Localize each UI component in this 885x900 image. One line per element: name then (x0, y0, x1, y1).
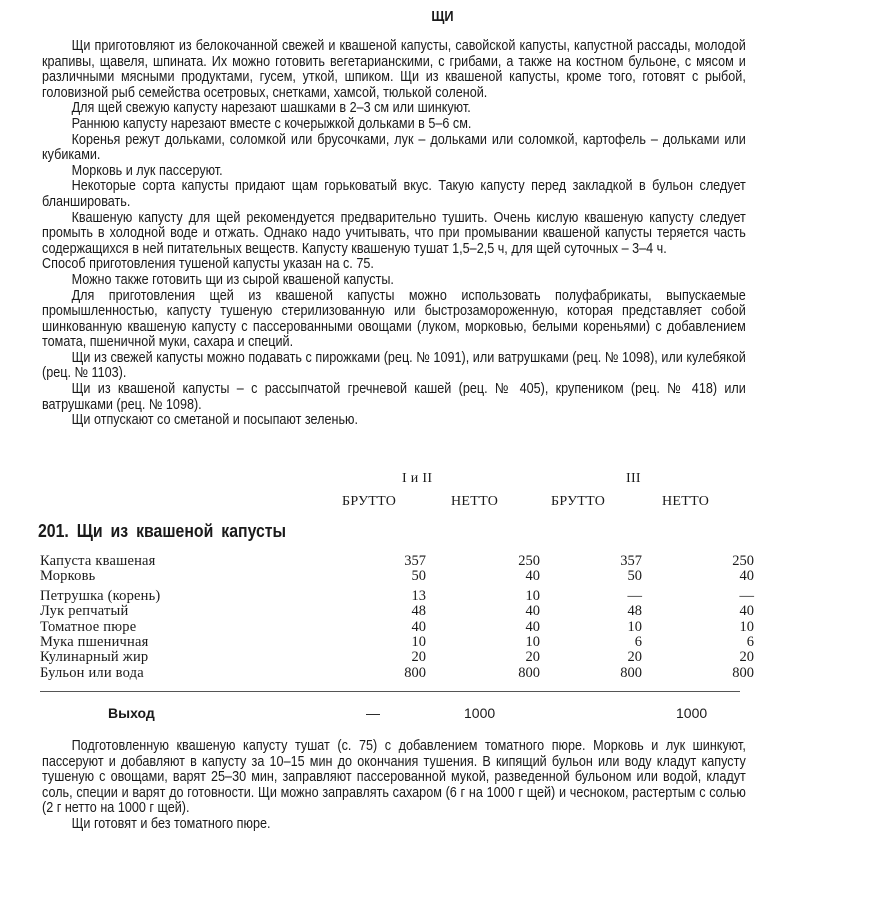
method-text (42, 739, 746, 833)
cell: 6 (746, 634, 754, 651)
ingredients-table (40, 554, 754, 681)
ingredient-name: Бульон или вода (40, 664, 144, 681)
paragraph: Щи приготовляют из белокочанной свежей и квашеной капусты, савойской капусты, капустной рассады, молодой крапивы, щавеля, шпината. Их можно готовить вегетарианскими, с грибами, а также на костном бульоне, с мясом и различными мясными продуктами, гусем, уткой, шпиком. Щи из квашеной капусты, кроме того, готовят с рыбой, головизной рыб семейства осетровых, снетками, хамсой, тюлькой соленой. (42, 38, 746, 101)
cell: 40 (411, 618, 426, 635)
paragraph: Некоторые сорта капусты придают щам горьковатый вкус. Такую капусту перед закладкой в бульон следует бланшировать. (42, 178, 746, 210)
cell: 50 (411, 568, 426, 585)
yield-label: Выход (108, 705, 155, 721)
intro-text (42, 39, 746, 429)
cell: 357 (404, 553, 426, 569)
cell: 40 (525, 603, 540, 620)
col-header-netto-3: НЕТТО (662, 494, 710, 509)
table-row (40, 635, 754, 650)
table-row (40, 585, 754, 604)
paragraph: Можно также готовить щи из сырой квашеной капусты. (71, 271, 394, 288)
cell: 10 (739, 618, 754, 635)
cell: 250 (518, 553, 540, 569)
ingredient-name: Капуста квашеная (40, 553, 156, 569)
cell: 40 (525, 618, 540, 635)
cell: — (627, 587, 642, 604)
table-row (40, 554, 754, 569)
paragraph: Коренья режут дольками, соломкой или брусочками, лук – дольками или соломкой, картофель – дольками или кубиками. (42, 131, 746, 164)
cell: 20 (411, 649, 426, 666)
ingredient-name: Мука пшеничная (40, 634, 149, 651)
ingredient-name: Морковь (40, 568, 96, 585)
recipe-title: 201. Щи из квашеной капусты (38, 521, 287, 541)
cell: 800 (732, 664, 754, 681)
table-row (40, 569, 754, 584)
yield-brutto-1: — (366, 705, 380, 721)
cell: 10 (411, 634, 426, 651)
cell: 250 (732, 553, 754, 569)
cell: 20 (739, 649, 754, 666)
paragraph: Для щей свежую капусту нарезают шашками в 2–3 см или шинкуют. (71, 100, 471, 117)
cell: 40 (525, 568, 540, 585)
cell: 40 (739, 603, 754, 620)
table-divider (40, 691, 740, 692)
group-header-3: III (626, 471, 641, 486)
col-header-brutto-3: БРУТТО (551, 494, 606, 509)
paragraph: Квашеную капусту для щей рекомендуется предварительно тушить. Очень кислую квашеную капусту следует промыть в холодной воде и отжать. Однако надо учитывать, что при промывании квашеной капусты теряется часть содержащихся в ней питательных веществ. Капусту квашеную тушат 1,5–2,5 ч, для щей суточных – 3–4 ч. (42, 209, 746, 257)
cell: 48 (627, 603, 642, 620)
cell: 800 (620, 664, 642, 681)
cell: 10 (525, 634, 540, 651)
cell: 800 (518, 664, 540, 681)
cell: 357 (620, 553, 642, 569)
cell: 50 (627, 568, 642, 585)
cell: 13 (411, 587, 426, 604)
cell: 20 (627, 649, 642, 666)
cell: 800 (404, 664, 426, 681)
table-row (40, 650, 754, 665)
col-header-brutto-1: БРУТТО (342, 494, 397, 509)
paragraph: Щи отпускают со сметаной и посыпают зеленью. (71, 412, 359, 429)
ingredient-name: Петрушка (корень) (40, 587, 161, 604)
cell: 6 (634, 634, 642, 651)
ingredient-name: Лук репчатый (40, 603, 129, 620)
paragraph: Щи из квашеной капусты – с рассыпчатой гречневой кашей (рец. № 405), крупеником (рец. № 418) или ватрушками (рец. № 1098). (42, 381, 746, 413)
ingredient-name: Кулинарный жир (40, 649, 149, 666)
table-row (40, 604, 754, 619)
paragraph: Щи готовят и без томатного пюре. (71, 815, 271, 832)
cell: 20 (525, 649, 540, 666)
ingredient-name: Томатное пюре (40, 618, 137, 635)
cell: 10 (627, 618, 642, 635)
paragraph: Щи из свежей капусты можно подавать с пирожками (рец. № 1091), или ватрушками (рец. № 1098), или кулебякой (рец. № 1103). (42, 349, 746, 382)
table-row (40, 666, 754, 681)
paragraph: Способ приготовления тушеной капусты указан на с. 75. (42, 256, 374, 273)
group-header-1-2: I и II (402, 471, 433, 486)
yield-netto-3: 1000 (676, 705, 708, 721)
paragraph: Раннюю капусту нарезают вместе с кочерыжкой дольками в 5–6 см. (71, 115, 472, 132)
yield-netto-1: 1000 (464, 705, 496, 721)
page-title: ЩИ (431, 8, 454, 25)
cell: 10 (525, 587, 540, 604)
paragraph: Для приготовления щей из квашеной капусты можно использовать полуфабрикаты, выпускаемые промышленностью, капусту тушеную стерилизованную или быстрозамороженную, которая представляет собой шинкованную квашеную капусту с пассерованными овощами (луком, морковью, белыми кореньями) с добавлением томата, пшеничной муки, сахара и специй. (42, 287, 746, 351)
table-row (40, 620, 754, 635)
cell: 40 (739, 568, 754, 585)
paragraph: Морковь и лук пассеруют. (71, 162, 223, 179)
paragraph: Подготовленную квашеную капусту тушат (с. 75) с добавлением томатного пюре. Морковь и лук шинкуют, пассеруют и добавляют в капусту за 10–15 мин до окончания тушения. В кипящий бульон или воду кладут капусту тушеную с овощами, варят 25–30 мин, заправляют пассерованной мукой, разведенной бульоном или водой, кладут соль, специи и варят до готовности. Щи можно заправлять сахаром (6 г на 1000 г щей) и чесноком, растертым с солью (2 г нетто на 1000 г щей). (42, 738, 746, 817)
cell: 48 (411, 603, 426, 620)
cell: — (739, 587, 754, 604)
col-header-netto-1: НЕТТО (451, 494, 499, 509)
